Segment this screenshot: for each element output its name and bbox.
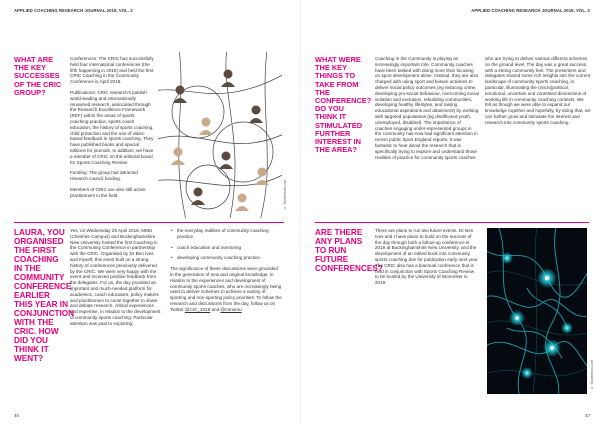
- paragraph: Publications: CRIC research's publish world-leading and internationally renowned research, associated through the Research Excellence Framework (REF) within the areas of sports coaching practice, sports coach education, the history of sports coaching, child protection and the use of video-based feedback in sports coaching. They have published books and special editions for journals. In addition, we have a member of CRIC on the editorial board for Sports Coaching Review.: [70, 89, 154, 165]
- key-things-text-column-2: [485, 56, 591, 131]
- right-page: [300, 0, 600, 424]
- image-credit: © Shutterstock.com: [283, 180, 287, 210]
- question-heading-future-conferences: ARE THERE ANY PLANS TO RUN FUTURE CONFERENCES?: [315, 228, 383, 273]
- neural-network-graphic: [487, 228, 587, 394]
- paragraph: who are trying to deliver various different schemes on the ground level. The day was a great success, with a strong community feel. The presenters and delegates shared some rich insights into the current landscape of community sports coaching, in particular, illuminating the (micro)political, emotional, uncertain and contested dimensions of working life in community coaching contexts. We felt as though we were able to expand our knowledge together and hopefully, by doing that, we can further grow and stimulate the interest and research into community sports coaching.: [485, 56, 591, 125]
- running-header-left: APPLIED COACHING RESEARCH JOURNAL 2019, VOL. 2: [14, 8, 133, 13]
- glowing-network-image: [487, 228, 587, 394]
- paragraph: Funding: The group has attracted research council funding.: [70, 170, 138, 182]
- question-heading-key-things: WHAT WERE THE KEY THINGS TO TAKE FROM THE CONFERENCE? DO YOU THINK IT STIMULATED FURTHER INTEREST IN THE AREA?: [315, 55, 372, 155]
- twitter-link-cic[interactable]: @CIC_2018: [184, 306, 211, 312]
- paragraph: Conferences: The CRIC has successfully held four international conferences (the fifth happening in 2019) and held the first CRIC Coaching in the Community Conference in April 2018.: [70, 56, 154, 85]
- image-credit: © Shutterstock.com: [590, 360, 594, 390]
- question-heading-laura: LAURA, YOU ORGANISED THE FIRST COACHING IN THE COMMUNITY CONFERENCE EARLIER THIS YEAR IN CONJUNCTION WITH THE CRIC. HOW DID YOU THINK IT WENT?: [14, 228, 75, 363]
- list-item: • the everyday realities of community coaching practice: [170, 228, 282, 240]
- list-item: • coach education and mentoring: [170, 245, 282, 251]
- key-things-text-column-1: [375, 56, 479, 165]
- paragraph: Yes, on Wednesday 25 April 2018, MMU (Cheshire Campus) and Buckinghamshire New University hosted the first Coaching in the Community Conference in partnership with the CRIC. Organised by Dr Ben Ives and myself, this event built on a strong history of conferences previously delivered by the CRIC. We were very happy with the event and received positive feedback from the delegates. For us, the day provided an important and much-needed platform for academics, coach educators, policy makers and practitioners to come together to share and debate research, critical experiences and expertise, in relation to the development of community sports coaching. Particular attention was paid to exploring:: [70, 228, 161, 326]
- paragraph: [170, 266, 282, 312]
- list-item: • developing community coaching practice.: [170, 255, 282, 261]
- paragraph-text: The significance of these discussions were grounded in the generation of new and original knowledge, in relation to the experiences and development of community sports coaches, who are increasingly being used to deliver schemes to achieve a variety of sporting and non-sporting policy priorities. To follow the research and discussions from the day, follow us on Twitter: [170, 266, 282, 312]
- paragraph: There are plans to run two future events. Dr Ben Ives and I have plans to build on the success of the day through both a follow-up conference in 2019 at Buckinghamshire New University, and the development of an edited book into community sports coaching due for publication early next year. The CRIC also has a biannual conference that is held in conjunction with Sports Coaching Review to be hosted by the University of Worcester in 2019.: [375, 228, 479, 286]
- page-number-right: 47: [584, 413, 590, 418]
- twitter-link-mmu[interactable]: @mmumu: [220, 306, 242, 312]
- paragraph: Coaching in the Community is playing an increasingly important role. Community coaches have been tasked with doing more than focusing on sport development alone. Instead, they are also charged with using sport and leisure activities to deliver social policy outcomes (eg reducing crime, developing pro-social behaviour, overcoming social isolation and exclusion, rebuilding communities, developing healthy lifestyles, and raising educational aspirations and attainment) by working with targeted populations (eg disaffected youth, unemployed, disabled). The importance of coaches engaging under-represented groups in the community has now had significant attention in recent public Sport England reports. It was fantastic to hear about the research that is specifically trying to explore and understand those realities of practice for community sports coaches: [375, 56, 479, 160]
- future-conferences-text: [375, 228, 479, 291]
- question-heading-successes: WHAT ARE THE KEY SUCCESSES OF THE CRIC GROUP?: [14, 55, 62, 97]
- section-divider: [315, 222, 589, 223]
- topic-list: [170, 228, 282, 261]
- network-people-illustration: [158, 52, 282, 218]
- page-number-left: 46: [14, 413, 20, 418]
- successes-text-column: [70, 56, 154, 204]
- laura-text-column-2: [170, 228, 282, 318]
- running-header-right: APPLIED COACHING RESEARCH JOURNAL 2019, VOL. 2: [471, 8, 590, 13]
- link-joiner: and: [211, 306, 220, 312]
- network-diagram-graphic: [158, 52, 282, 218]
- paragraph: Members of CRIC are also still active practitioners in the field.: [70, 186, 146, 198]
- section-divider: [14, 222, 284, 223]
- laura-text-column-1: [70, 228, 162, 332]
